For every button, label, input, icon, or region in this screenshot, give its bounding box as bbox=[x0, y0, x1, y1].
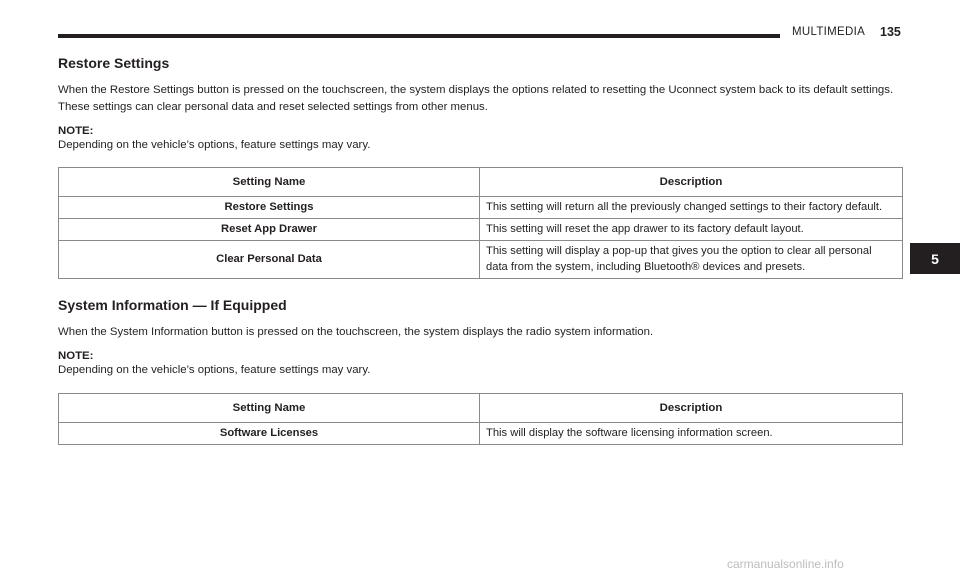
setting-name-cell: Restore Settings bbox=[59, 197, 480, 219]
column-header-description: Description bbox=[480, 394, 903, 423]
restore-settings-table bbox=[58, 167, 903, 279]
table-header-row bbox=[59, 394, 903, 423]
table-row bbox=[59, 219, 903, 241]
column-header-setting-name: Setting Name bbox=[59, 168, 480, 197]
table-row bbox=[59, 241, 903, 279]
system-information-body: When the System Information button is pressed on the touchscreen, the system displays the radio system information. bbox=[58, 326, 654, 338]
setting-name-cell: Software Licenses bbox=[59, 423, 480, 445]
sysinfo-note-label: NOTE: bbox=[58, 350, 94, 362]
running-header-section: MULTIMEDIA bbox=[792, 26, 866, 38]
setting-description-cell: This setting will return all the previously changed settings to their factory default. bbox=[480, 197, 903, 219]
page-number: 135 bbox=[880, 25, 901, 39]
chapter-tab: 5 bbox=[910, 243, 960, 274]
restore-settings-heading: Restore Settings bbox=[58, 55, 170, 71]
setting-description-cell: This setting will reset the app drawer to its factory default layout. bbox=[480, 219, 903, 241]
restore-settings-body: When the Restore Settings button is pressed on the touchscreen, the system displays the options related to resetting the Uconnect system back to its default settings. These settings can clear personal data and reset selected settings from other menus. bbox=[58, 84, 894, 113]
column-header-setting-name: Setting Name bbox=[59, 394, 480, 423]
column-header-description: Description bbox=[480, 168, 903, 197]
table-row bbox=[59, 197, 903, 219]
page-content bbox=[58, 55, 903, 445]
system-information-heading: System Information — If Equipped bbox=[58, 297, 287, 313]
table-header-row bbox=[59, 168, 903, 197]
restore-note-label: NOTE: bbox=[58, 125, 94, 137]
restore-settings-section bbox=[58, 55, 903, 279]
table-row bbox=[59, 423, 903, 445]
setting-description-cell: This setting will display a pop-up that gives you the option to clear all personal data from the system, including Bluetooth® devices and presets. bbox=[480, 241, 903, 279]
restore-note-text: Depending on the vehicle’s options, feature settings may vary. bbox=[58, 139, 371, 151]
setting-name-cell: Clear Personal Data bbox=[59, 241, 480, 279]
watermark: carmanualsonline.info bbox=[727, 557, 844, 571]
header-rule bbox=[58, 34, 780, 38]
sysinfo-note-text: Depending on the vehicle’s options, feature settings may vary. bbox=[58, 364, 371, 376]
setting-description-cell: This will display the software licensing information screen. bbox=[480, 423, 903, 445]
setting-name-cell: Reset App Drawer bbox=[59, 219, 480, 241]
system-information-section bbox=[58, 297, 903, 445]
system-information-table bbox=[58, 393, 903, 445]
